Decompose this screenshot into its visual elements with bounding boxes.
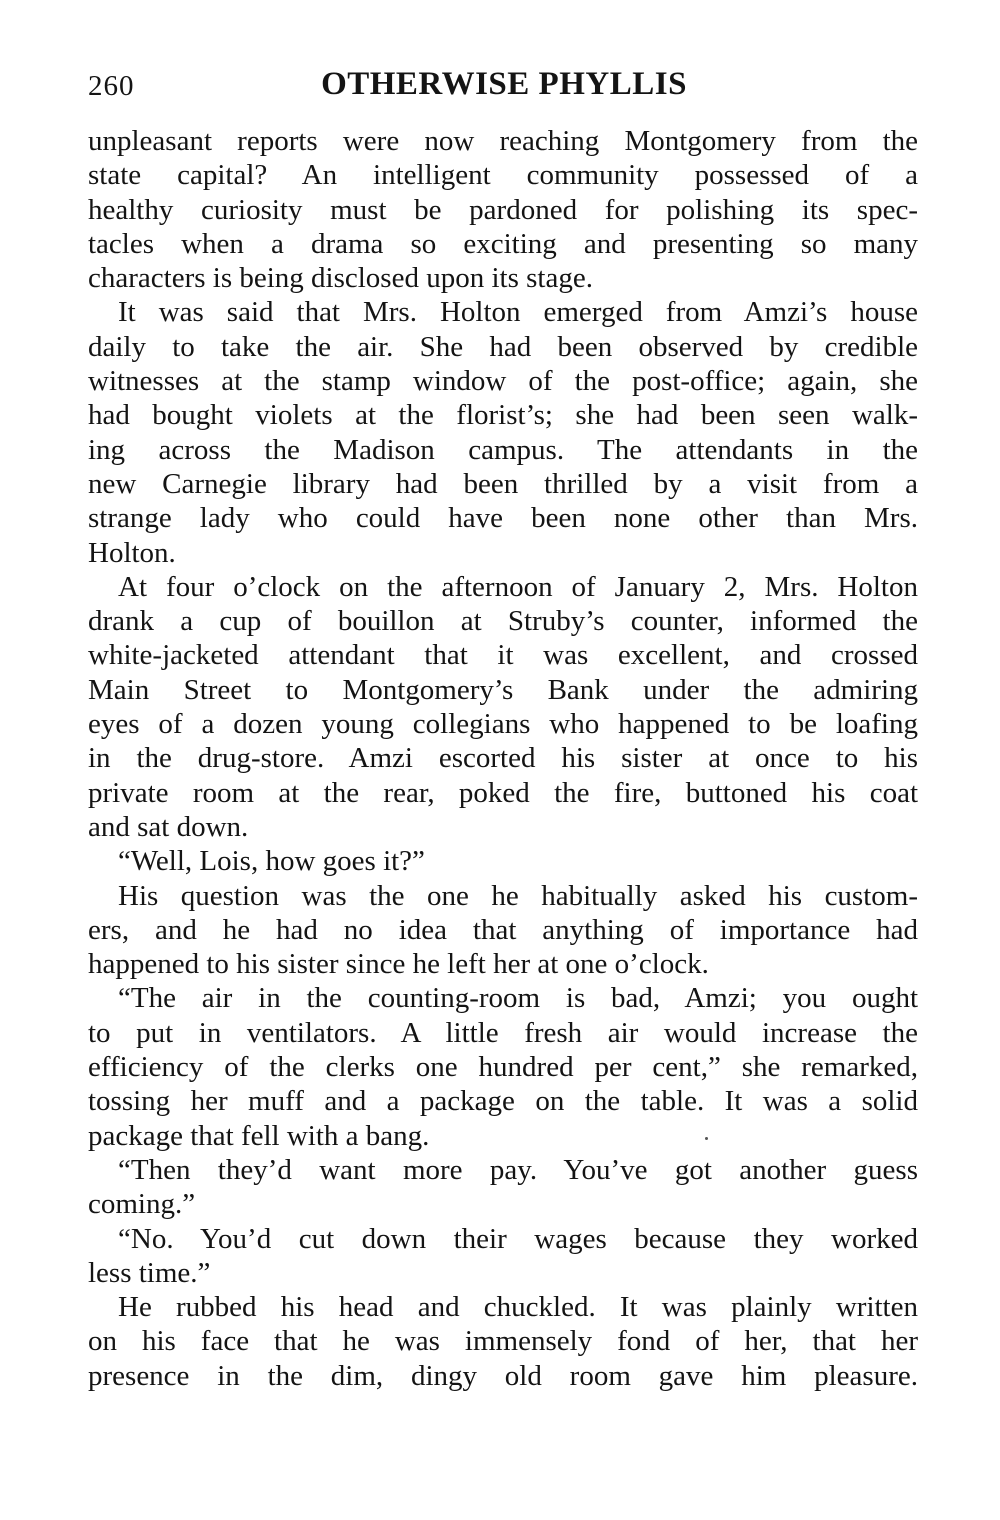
text-line: “Then they’d want more pay. You’ve got another guess	[118, 1153, 918, 1186]
text-line: tossing her muff and a package on the table. It was a solid	[88, 1085, 918, 1118]
body-text	[88, 124, 918, 1393]
text-line: coming.”	[88, 1188, 196, 1221]
text-line: He rubbed his head and chuckled. It was plainly written	[118, 1291, 918, 1324]
text-line: drank a cup of bouillon at Struby’s counter, informed the	[88, 605, 918, 638]
text-line: Main Street to Montgomery’s Bank under the admiring	[88, 673, 918, 706]
text-line: strange lady who could have been none other than Mrs.	[88, 502, 918, 535]
text-line: Holton.	[88, 536, 176, 569]
running-head	[88, 66, 920, 110]
text-line: new Carnegie library had been thrilled by a visit from a	[88, 467, 918, 500]
text-line: At four o’clock on the afternoon of January 2, Mrs. Holton	[118, 570, 918, 603]
text-line: happened to his sister since he left her at one o’clock.	[88, 948, 709, 981]
text-line: “Well, Lois, how goes it?”	[118, 845, 425, 878]
text-line: His question was the one he habitually asked his custom-	[118, 879, 918, 912]
text-line: less time.”	[88, 1256, 211, 1289]
text-line: healthy curiosity must be pardoned for polishing its spec-	[88, 193, 918, 226]
text-line: white-jacketed attendant that it was excellent, and crossed	[88, 639, 918, 672]
text-line: ing across the Madison campus. The attendants in the	[88, 433, 918, 466]
text-line: ers, and he had no idea that anything of importance had	[88, 913, 918, 946]
text-line: “No. You’d cut down their wages because they worked	[118, 1222, 918, 1255]
ink-speck	[705, 1137, 708, 1140]
page-number: 260	[88, 70, 135, 102]
text-line: witnesses at the stamp window of the post-office; again, she	[88, 365, 918, 398]
text-line: package that fell with a bang.	[88, 1119, 430, 1152]
text-line: in the drug-store. Amzi escorted his sister at once to his	[88, 742, 918, 775]
text-line: unpleasant reports were now reaching Montgomery from the	[88, 125, 918, 157]
text-line: state capital? An intelligent community possessed of a	[88, 159, 918, 192]
text-line: and sat down.	[88, 810, 249, 843]
text-line: to put in ventilators. A little fresh air would increase the	[88, 1016, 918, 1049]
text-line: tacles when a drama so exciting and presenting so many	[88, 227, 918, 260]
text-line: It was said that Mrs. Holton emerged from Amzi’s house	[118, 296, 918, 329]
text-line: characters is being disclosed upon its stage.	[88, 262, 593, 295]
text-line: presence in the dim, dingy old room gave him pleasure.	[88, 1359, 918, 1392]
text-line: had bought violets at the florist’s; she had been seen walk-	[88, 399, 918, 432]
text-line: “The air in the counting-room is bad, Amzi; you ought	[118, 982, 918, 1015]
text-line: on his face that he was immensely fond of her, that her	[88, 1325, 918, 1358]
book-title: OTHERWISE PHYLLIS	[321, 66, 687, 102]
text-line: private room at the rear, poked the fire, buttoned his coat	[88, 776, 918, 809]
text-line: eyes of a dozen young collegians who happened to be loafing	[88, 708, 918, 741]
text-line: daily to take the air. She had been observed by credible	[88, 330, 918, 363]
text-line: efficiency of the clerks one hundred per cent,” she remarked,	[88, 1051, 918, 1084]
